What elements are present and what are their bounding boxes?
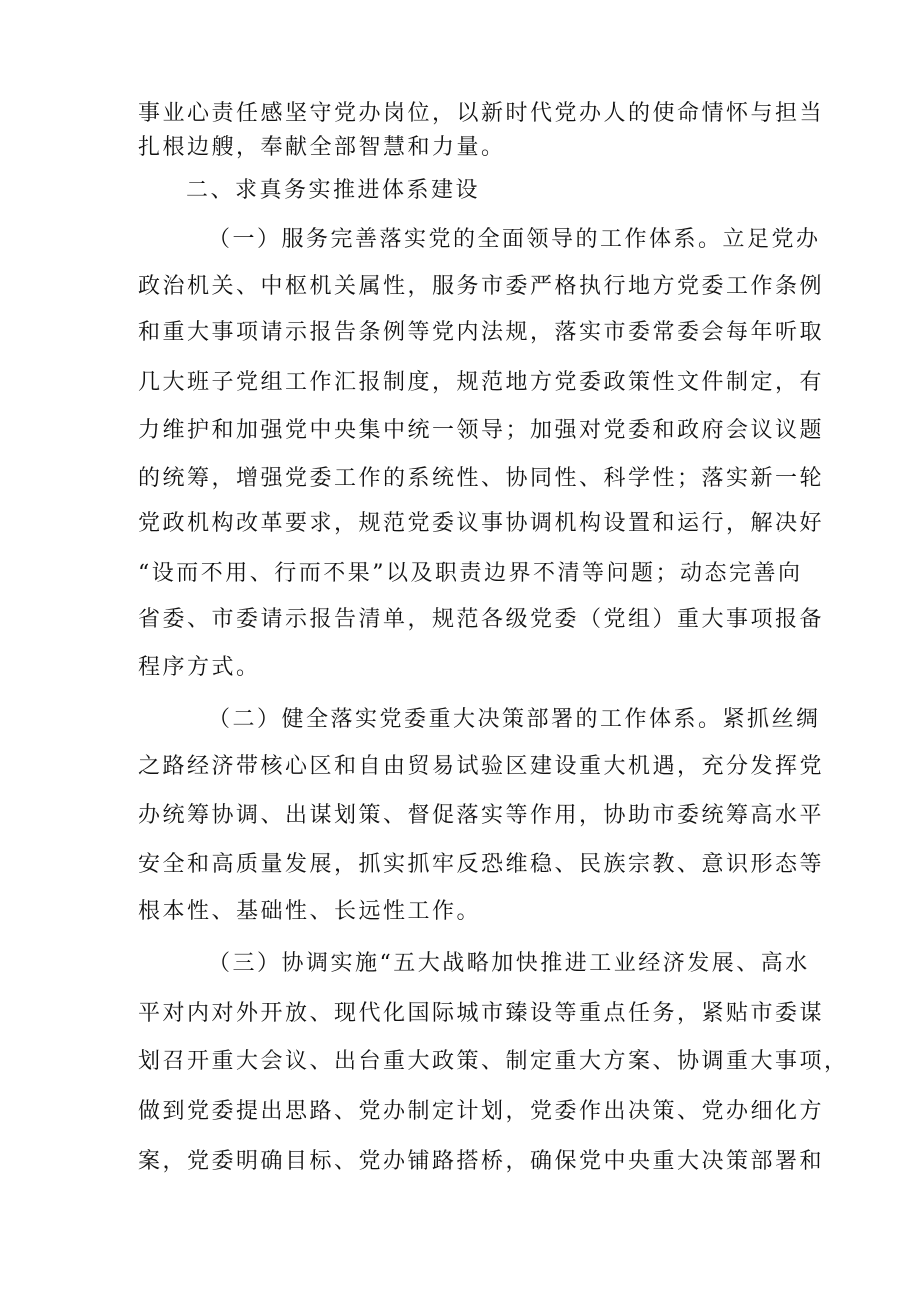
paragraph-1-line-5: 力维护和加强党中央集中统一领导；加强对党委和政府会议议题 xyxy=(138,418,825,443)
paragraph-3-line-2: 平对内对外开放、现代化国际城市臻设等重点任务，紧贴市委谋 xyxy=(138,1001,825,1026)
paragraph-1-line-7: 党政机构改革要求，规范党委议事协调机构设置和运行，解决好 xyxy=(138,511,825,536)
paragraph-1-line-6: 的统筹，增强党委工作的系统性、协同性、科学性；落实新一轮 xyxy=(138,466,825,491)
paragraph-2-line-1: （二）健全落实党委重大决策部署的工作体系。紧抓丝绸 xyxy=(208,707,821,732)
paragraph-3-line-1: （三）协调实施“五大战略加快推进工业经济发展、高水 xyxy=(208,951,810,976)
paragraph-1-line-8: “设而不用、行而不果”以及职责边界不清等问题；动态完善向 xyxy=(138,561,803,586)
paragraph-1-line-1: （一）服务完善落实党的全面领导的工作体系。立足党办 xyxy=(208,227,821,252)
paragraph-1-line-3: 和重大事项请示报告条例等党内法规，落实市委常委会每年听取 xyxy=(138,320,825,345)
paragraph-3-line-4: 做到党委提出思路、党办制定计划，党委作出决策、党办细化方 xyxy=(138,1099,825,1124)
paragraph-3-line-5: 案，党委明确目标、党办铺路搭桥，确保党中央重大决策部署和 xyxy=(138,1149,825,1174)
intro-line-2: 扎根边艘，奉献全部智慧和力量。 xyxy=(138,135,506,160)
section-heading: 二、求真务实推进体系建设 xyxy=(186,178,481,203)
paragraph-2-line-5: 根本性、基础性、长远性工作。 xyxy=(138,899,482,924)
paragraph-1-line-4: 几大班子党组工作汇报制度，规范地方党委政策性文件制定，有 xyxy=(138,370,825,395)
paragraph-2-line-4: 安全和高质量发展，抓实抓牢反恐维稳、民族宗教、意识形态等 xyxy=(138,852,825,877)
paragraph-3-line-3: 划召开重大会议、出台重大政策、制定重大方案、协调重大事项， xyxy=(138,1049,849,1074)
paragraph-1-line-9: 省委、市委请示报告清单，规范各级党委（党组）重大事项报备 xyxy=(138,607,825,632)
intro-line-1: 事业心责任感坚守党办岗位，以新时代党办人的使命情怀与担当 xyxy=(138,101,825,126)
paragraph-1-line-2: 政治机关、中枢机关属性，服务市委严格执行地方党委工作条例 xyxy=(138,274,825,299)
paragraph-2-line-2: 之路经济带核心区和自由贸易试验区建设重大机遇，充分发挥党 xyxy=(138,754,825,779)
paragraph-1-line-10: 程序方式。 xyxy=(138,655,261,680)
paragraph-2-line-3: 办统筹协调、出谋划策、督促落实等作用，协助市委统筹高水平 xyxy=(138,803,825,828)
